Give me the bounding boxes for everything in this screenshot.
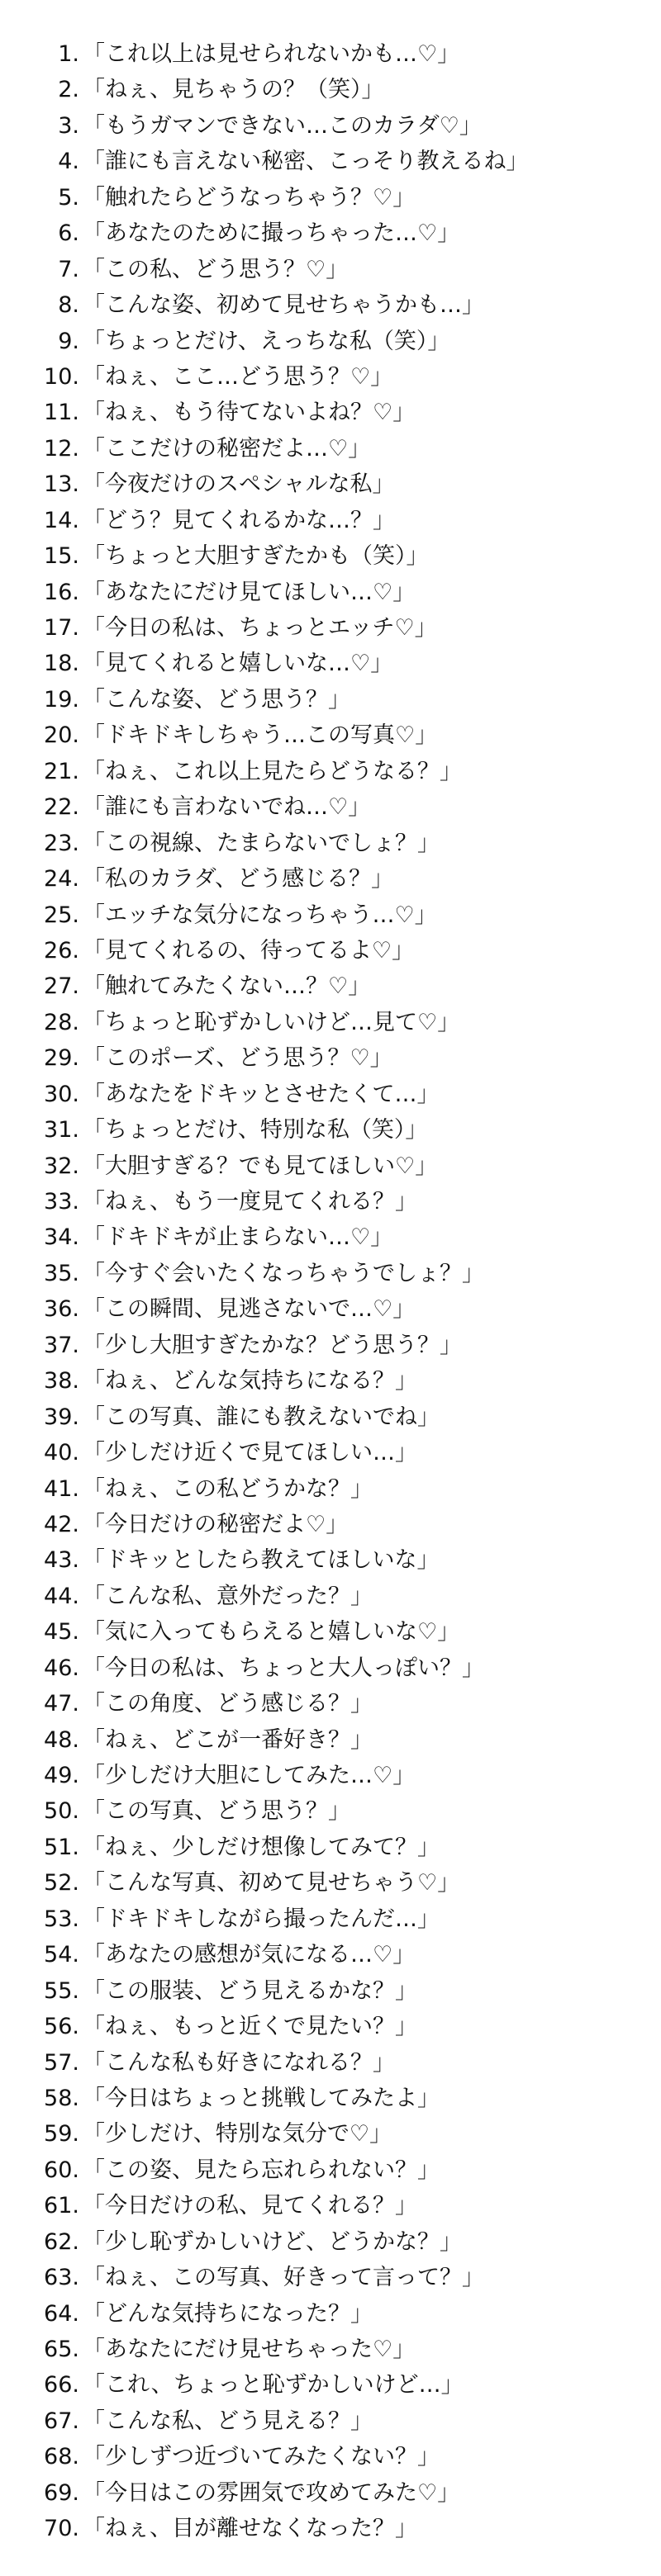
item-number: 43. bbox=[44, 1547, 79, 1574]
list-item bbox=[0, 646, 661, 681]
list-item bbox=[0, 1040, 661, 1076]
item-text: 「ドキドキが止まらない…♡」 bbox=[83, 1224, 393, 1251]
caption-list bbox=[0, 36, 661, 2547]
item-text: 「ねぇ、どんな気持ちになる？」 bbox=[83, 1368, 417, 1395]
item-number: 6. bbox=[58, 220, 79, 247]
list-item bbox=[0, 2475, 661, 2511]
list-item bbox=[0, 933, 661, 968]
item-number: 19. bbox=[44, 686, 79, 713]
list-item bbox=[0, 1291, 661, 1327]
item-text: 「ドキドキしながら撮ったんだ…」 bbox=[83, 1906, 440, 1932]
item-text: 「少しだけ大胆にしてみた…♡」 bbox=[83, 1763, 416, 1788]
item-text: 「気に入ってもらえると嬉しいな♡」 bbox=[83, 1619, 460, 1646]
item-number: 35. bbox=[44, 1260, 79, 1286]
list-item bbox=[0, 2439, 661, 2474]
item-number: 1. bbox=[58, 41, 79, 67]
item-text: 「この私、どう思う？♡」 bbox=[83, 256, 349, 282]
list-item bbox=[0, 2367, 661, 2403]
item-text: 「今日はこの雰囲気で攻めてみた♡」 bbox=[83, 2479, 460, 2506]
list-item bbox=[0, 1758, 661, 1793]
list-item bbox=[0, 2188, 661, 2223]
item-text: 「ねぇ、もっと近くで見たい？」 bbox=[83, 2014, 417, 2040]
list-item bbox=[0, 1112, 661, 1148]
item-text: 「こんな私も好きになれる？」 bbox=[83, 2049, 395, 2076]
item-number: 70. bbox=[44, 2516, 79, 2542]
item-number: 63. bbox=[44, 2265, 79, 2291]
item-text: 「このポーズ、どう思う？♡」 bbox=[83, 1045, 392, 1072]
item-number: 2. bbox=[58, 77, 79, 103]
item-text: 「少しずつ近づいてみたくない？」 bbox=[83, 2444, 440, 2470]
list-item bbox=[0, 2081, 661, 2116]
item-number: 40. bbox=[44, 1440, 79, 1466]
item-text: 「大胆すぎる？でも見てほしい♡」 bbox=[83, 1153, 438, 1179]
list-item bbox=[0, 324, 661, 359]
list-item bbox=[0, 1542, 661, 1578]
item-number: 57. bbox=[44, 2049, 79, 2076]
item-text: 「触れてみたくない…？♡」 bbox=[83, 973, 371, 1000]
item-text: 「見てくれると嬉しいな…♡」 bbox=[83, 651, 393, 677]
item-text: 「ねぇ、どこが一番好き？」 bbox=[83, 1726, 373, 1753]
list-item bbox=[0, 1793, 661, 1829]
item-text: 「あなたにだけ見せちゃった♡」 bbox=[83, 2337, 416, 2362]
item-text: 「どんな気持ちになった？」 bbox=[83, 2300, 373, 2327]
list-item bbox=[0, 2224, 661, 2260]
item-number: 48. bbox=[44, 1726, 79, 1753]
item-number: 69. bbox=[44, 2479, 79, 2506]
list-item bbox=[0, 359, 661, 395]
item-text: 「今日の私は、ちょっとエッチ♡」 bbox=[83, 615, 437, 641]
item-text: 「ねぇ、ここ…どう思う？♡」 bbox=[83, 363, 393, 390]
list-item bbox=[0, 1579, 661, 1614]
list-item bbox=[0, 861, 661, 897]
item-number: 7. bbox=[58, 256, 79, 282]
list-item bbox=[0, 1148, 661, 1184]
list-item bbox=[0, 575, 661, 610]
item-text: 「今日はちょっと挑戦してみたよ」 bbox=[83, 2085, 440, 2111]
item-number: 13. bbox=[44, 471, 79, 498]
list-item bbox=[0, 1184, 661, 1219]
list-item bbox=[0, 503, 661, 538]
item-number: 51. bbox=[44, 1834, 79, 1860]
list-item bbox=[0, 144, 661, 179]
item-text: 「誰にも言わないでね…♡」 bbox=[83, 794, 371, 821]
item-text: 「もうガマンできない…このカラダ♡」 bbox=[83, 112, 482, 139]
item-number: 10. bbox=[44, 363, 79, 390]
item-text: 「触れたらどうなっちゃう？♡」 bbox=[83, 184, 416, 211]
item-number: 18. bbox=[44, 651, 79, 677]
item-text: 「ここだけの秘密だよ…♡」 bbox=[83, 435, 371, 462]
item-number: 25. bbox=[44, 902, 79, 928]
item-number: 34. bbox=[44, 1224, 79, 1251]
item-number: 37. bbox=[44, 1332, 79, 1358]
item-text: 「今日だけの私、見てくれる？」 bbox=[83, 2193, 417, 2219]
list-item bbox=[0, 1219, 661, 1255]
item-text: 「ちょっと大胆すぎたかも（笑）」 bbox=[83, 543, 429, 570]
list-item bbox=[0, 610, 661, 646]
item-number: 42. bbox=[44, 1511, 79, 1537]
list-item bbox=[0, 1830, 661, 1865]
item-text: 「この姿、見たら忘れられない？」 bbox=[83, 2157, 440, 2183]
item-number: 67. bbox=[44, 2408, 79, 2434]
list-item bbox=[0, 287, 661, 323]
item-text: 「ねぇ、この私どうかな？」 bbox=[83, 1475, 373, 1502]
list-item bbox=[0, 1650, 661, 1686]
item-number: 64. bbox=[44, 2300, 79, 2327]
item-number: 8. bbox=[58, 292, 79, 319]
item-text: 「ねぇ、この写真、好きって言って？」 bbox=[83, 2265, 484, 2291]
item-number: 31. bbox=[44, 1117, 79, 1144]
item-number: 66. bbox=[44, 2372, 79, 2398]
list-item bbox=[0, 1901, 661, 1937]
list-item bbox=[0, 431, 661, 466]
item-number: 20. bbox=[44, 722, 79, 749]
item-number: 50. bbox=[44, 1798, 79, 1825]
item-number: 54. bbox=[44, 1942, 79, 1968]
item-number: 52. bbox=[44, 1870, 79, 1896]
list-item bbox=[0, 789, 661, 825]
item-number: 38. bbox=[44, 1368, 79, 1395]
list-item bbox=[0, 1328, 661, 1363]
item-number: 39. bbox=[44, 1404, 79, 1430]
list-item bbox=[0, 682, 661, 717]
item-number: 49. bbox=[44, 1763, 79, 1788]
item-number: 33. bbox=[44, 1189, 79, 1215]
list-item bbox=[0, 754, 661, 789]
item-text: 「こんな写真、初めて見せちゃう♡」 bbox=[83, 1870, 460, 1896]
item-number: 17. bbox=[44, 615, 79, 641]
item-text: 「この写真、どう思う？」 bbox=[83, 1798, 350, 1825]
item-number: 28. bbox=[44, 1009, 79, 1035]
list-item bbox=[0, 466, 661, 502]
item-number: 36. bbox=[44, 1296, 79, 1323]
list-item bbox=[0, 1005, 661, 1040]
item-text: 「これ、ちょっと恥ずかしいけど…」 bbox=[83, 2372, 464, 2398]
list-item bbox=[0, 108, 661, 144]
item-number: 56. bbox=[44, 2014, 79, 2040]
item-text: 「あなたにだけ見てほしい…♡」 bbox=[83, 579, 416, 605]
item-text: 「ドキッとしたら教えてほしいな」 bbox=[83, 1547, 440, 1574]
item-text: 「これ以上は見せられないかも…♡」 bbox=[83, 41, 460, 67]
item-number: 59. bbox=[44, 2121, 79, 2147]
list-item bbox=[0, 1937, 661, 1972]
item-text: 「この視線、たまらないでしょ？」 bbox=[83, 830, 440, 856]
item-number: 5. bbox=[58, 184, 79, 211]
list-item bbox=[0, 2009, 661, 2044]
list-item bbox=[0, 72, 661, 107]
list-item bbox=[0, 1435, 661, 1470]
item-number: 21. bbox=[44, 758, 79, 784]
item-number: 15. bbox=[44, 543, 79, 570]
item-number: 60. bbox=[44, 2157, 79, 2183]
item-number: 30. bbox=[44, 1081, 79, 1107]
item-text: 「ねぇ、もう待てないよね？♡」 bbox=[83, 400, 416, 426]
item-text: 「ドキドキしちゃう…この写真♡」 bbox=[83, 722, 438, 749]
item-text: 「私のカラダ、どう感じる？」 bbox=[83, 866, 394, 893]
list-item bbox=[0, 1399, 661, 1435]
list-item bbox=[0, 826, 661, 861]
list-item bbox=[0, 1471, 661, 1507]
list-item bbox=[0, 2403, 661, 2439]
list-item bbox=[0, 1686, 661, 1721]
item-text: 「あなたをドキッとさせたくて…」 bbox=[83, 1081, 440, 1107]
list-item bbox=[0, 2511, 661, 2546]
list-item bbox=[0, 2116, 661, 2152]
item-number: 55. bbox=[44, 1977, 79, 2004]
item-text: 「この角度、どう感じる？」 bbox=[83, 1691, 373, 1717]
item-number: 23. bbox=[44, 830, 79, 856]
item-number: 47. bbox=[44, 1691, 79, 1717]
list-item bbox=[0, 1865, 661, 1901]
item-text: 「こんな私、どう見える？」 bbox=[83, 2408, 373, 2434]
item-text: 「ねぇ、もう一度見てくれる？」 bbox=[83, 1189, 417, 1215]
item-number: 4. bbox=[58, 149, 79, 175]
item-text: 「この服装、どう見えるかな？」 bbox=[83, 1977, 417, 2004]
item-text: 「今日だけの秘密だよ♡」 bbox=[83, 1511, 349, 1537]
list-item bbox=[0, 2260, 661, 2295]
item-text: 「あなたのために撮っちゃった…♡」 bbox=[83, 220, 460, 247]
item-number: 61. bbox=[44, 2193, 79, 2219]
item-text: 「ねぇ、見ちゃうの？（笑）」 bbox=[83, 77, 384, 103]
item-text: 「少しだけ、特別な気分で♡」 bbox=[83, 2121, 392, 2147]
list-item bbox=[0, 36, 661, 72]
item-text: 「ちょっとだけ、特別な私（笑）」 bbox=[83, 1117, 428, 1144]
list-item bbox=[0, 1363, 661, 1399]
item-text: 「今日の私は、ちょっと大人っぽい？」 bbox=[83, 1655, 484, 1681]
item-text: 「ねぇ、少しだけ想像してみて？」 bbox=[83, 1834, 440, 1860]
item-number: 26. bbox=[44, 937, 79, 964]
item-text: 「ちょっと恥ずかしいけど…見て♡」 bbox=[83, 1009, 460, 1035]
item-number: 62. bbox=[44, 2228, 79, 2255]
item-text: 「誰にも言えない秘密、こっそり教えるね」 bbox=[83, 149, 529, 175]
item-text: 「今夜だけのスペシャルな私」 bbox=[83, 471, 395, 498]
list-item bbox=[0, 180, 661, 215]
item-number: 45. bbox=[44, 1619, 79, 1646]
item-text: 「今すぐ会いたくなっちゃうでしょ？」 bbox=[83, 1260, 484, 1286]
item-text: 「ねぇ、目が離せなくなった？」 bbox=[83, 2516, 417, 2542]
list-item bbox=[0, 215, 661, 251]
item-text: 「ちょっとだけ、えっちな私（笑）」 bbox=[83, 328, 450, 354]
list-item bbox=[0, 1973, 661, 2009]
list-item bbox=[0, 2045, 661, 2081]
item-text: 「少し恥ずかしいけど、どうかな？」 bbox=[83, 2228, 462, 2255]
item-number: 22. bbox=[44, 794, 79, 821]
item-number: 16. bbox=[44, 579, 79, 605]
item-number: 65. bbox=[44, 2337, 79, 2362]
list-item bbox=[0, 2296, 661, 2332]
item-text: 「あなたの感想が気になる…♡」 bbox=[83, 1942, 416, 1968]
list-item bbox=[0, 2152, 661, 2188]
list-item bbox=[0, 1507, 661, 1542]
item-number: 9. bbox=[58, 328, 79, 354]
list-item bbox=[0, 717, 661, 753]
list-item bbox=[0, 1722, 661, 1758]
item-text: 「こんな私、意外だった？」 bbox=[83, 1583, 373, 1609]
item-number: 68. bbox=[44, 2444, 79, 2470]
list-item bbox=[0, 1077, 661, 1112]
list-item bbox=[0, 252, 661, 287]
item-number: 44. bbox=[44, 1583, 79, 1609]
item-number: 53. bbox=[44, 1906, 79, 1932]
list-item bbox=[0, 395, 661, 430]
list-item bbox=[0, 538, 661, 574]
list-item bbox=[0, 2332, 661, 2367]
item-number: 27. bbox=[44, 973, 79, 1000]
list-item bbox=[0, 897, 661, 933]
list-item bbox=[0, 1256, 661, 1291]
item-text: 「少し大胆すぎたかな？どう思う？」 bbox=[83, 1332, 462, 1358]
item-text: 「少しだけ近くで見てほしい…」 bbox=[83, 1440, 417, 1466]
item-number: 11. bbox=[44, 400, 79, 426]
item-text: 「この写真、誰にも教えないでね」 bbox=[83, 1404, 440, 1430]
item-number: 41. bbox=[44, 1475, 79, 1502]
item-text: 「こんな姿、どう思う？」 bbox=[83, 686, 350, 713]
item-number: 24. bbox=[44, 866, 79, 893]
item-number: 3. bbox=[58, 112, 79, 139]
item-number: 29. bbox=[44, 1045, 79, 1072]
item-text: 「どう？見てくれるかな…？」 bbox=[83, 507, 395, 533]
item-text: 「この瞬間、見逃さないで…♡」 bbox=[83, 1296, 416, 1323]
item-text: 「こんな姿、初めて見せちゃうかも…」 bbox=[83, 292, 484, 319]
item-text: 「ねぇ、これ以上見たらどうなる？」 bbox=[83, 758, 462, 784]
item-number: 32. bbox=[44, 1153, 79, 1179]
list-item bbox=[0, 1614, 661, 1650]
item-number: 58. bbox=[44, 2085, 79, 2111]
list-item bbox=[0, 968, 661, 1004]
item-number: 46. bbox=[44, 1655, 79, 1681]
item-number: 12. bbox=[44, 435, 79, 462]
item-text: 「見てくれるの、待ってるよ♡」 bbox=[83, 937, 415, 964]
item-number: 14. bbox=[44, 507, 79, 533]
item-text: 「エッチな気分になっちゃう…♡」 bbox=[83, 902, 437, 928]
